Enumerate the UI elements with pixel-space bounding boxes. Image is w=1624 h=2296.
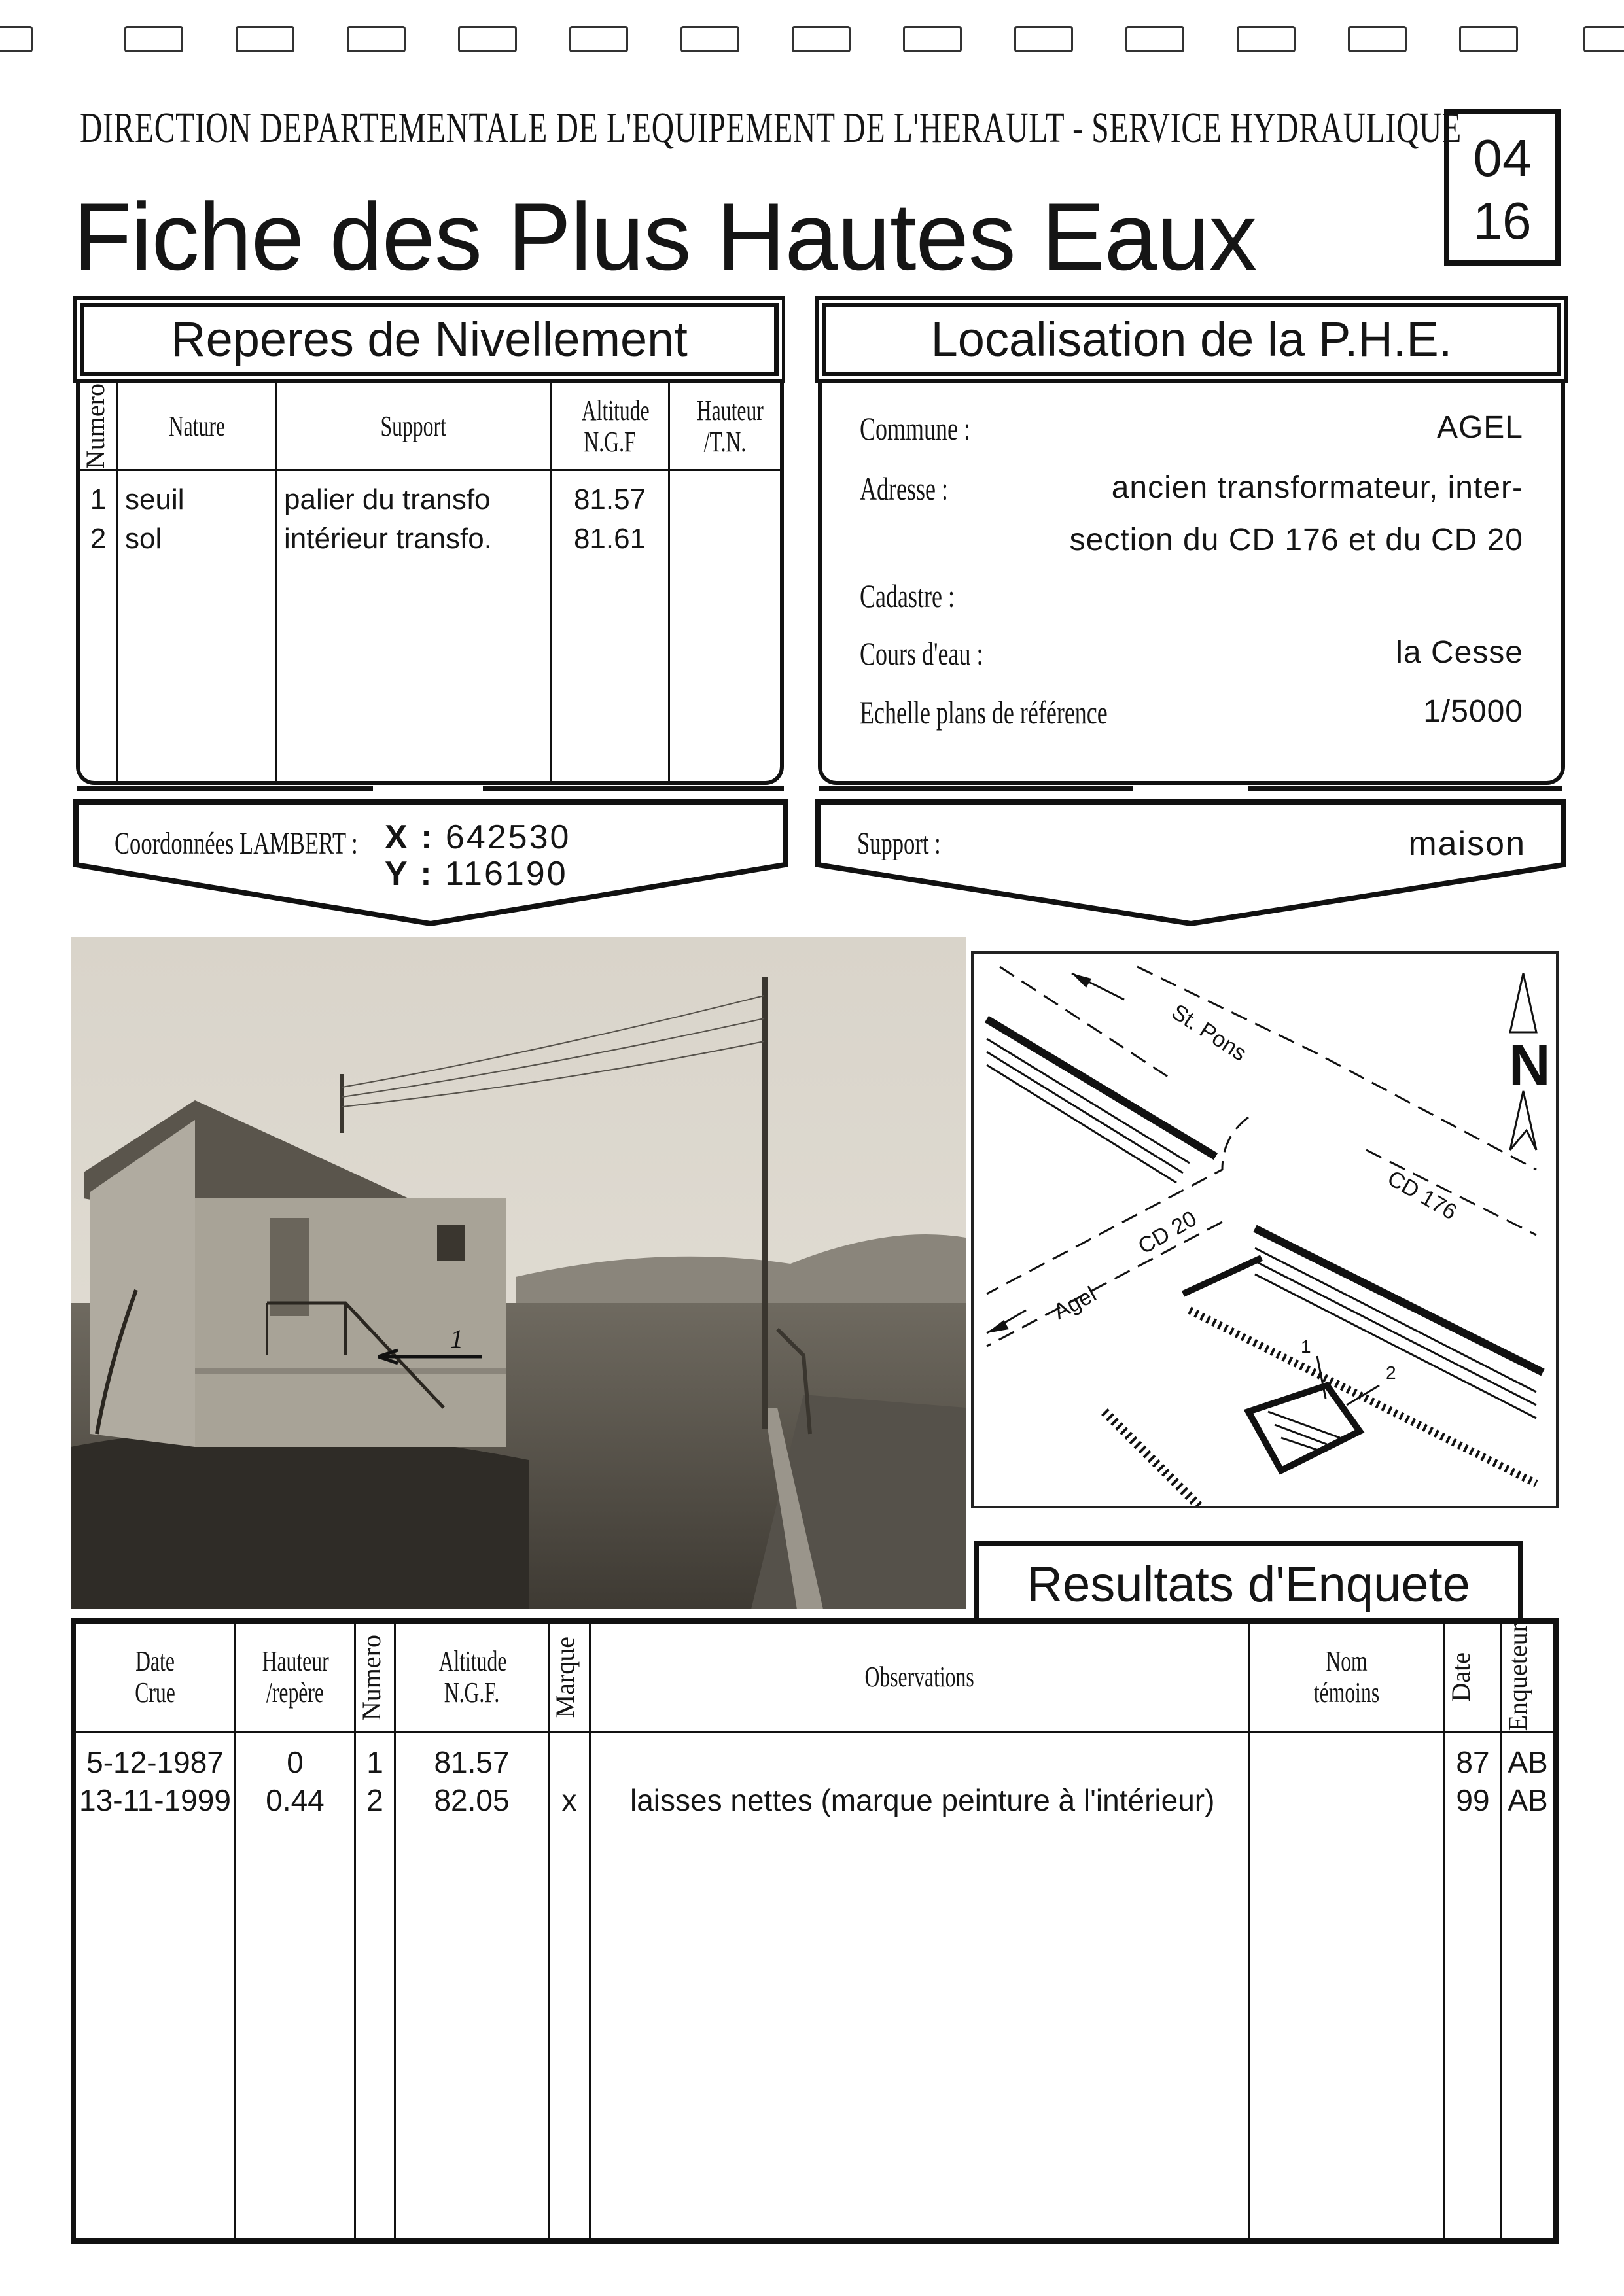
- res-altitude: 81.57: [434, 1745, 510, 1780]
- lambert-x-label: X :: [385, 818, 434, 856]
- cours-label: Cours d'eau :: [860, 635, 983, 672]
- res-marque: x: [561, 1783, 577, 1818]
- binder-hole: [1348, 26, 1407, 52]
- res-numero: 1: [366, 1745, 383, 1780]
- repere-nature: sol: [125, 523, 162, 555]
- res-date: 87: [1456, 1745, 1490, 1780]
- photo-marker: 1: [450, 1324, 463, 1353]
- sheet-code: [1444, 109, 1561, 266]
- col-observations: Observations: [864, 1661, 974, 1694]
- localisation-panel: [818, 383, 1565, 785]
- repere-numero: 1: [90, 483, 107, 516]
- lambert-y-label: Y :: [385, 855, 434, 893]
- binder-hole: [569, 26, 628, 52]
- repere-support: intérieur transfo.: [284, 523, 492, 555]
- res-enqueteur: AB: [1508, 1745, 1548, 1780]
- lambert-x: 642530: [445, 818, 571, 856]
- loc-cours-row: [860, 635, 1523, 672]
- page-title: Fiche des Plus Hautes Eaux: [73, 183, 1257, 290]
- res-observations: laisses nettes (marque peinture à l'intérieur): [630, 1783, 1215, 1818]
- north-label: N: [1509, 1032, 1551, 1097]
- map-label-cd176: CD 176: [1383, 1166, 1461, 1225]
- adresse-line1: ancien transformateur, inter-: [1111, 470, 1523, 505]
- repere-numero: 2: [90, 523, 107, 555]
- echelle-label: Echelle plans de référence: [860, 694, 1108, 731]
- adresse-line2: section du CD 176 et du CD 20: [1069, 523, 1523, 557]
- binder-hole: [1459, 26, 1518, 52]
- res-date-crue: 13-11-1999: [79, 1783, 231, 1818]
- res-altitude: 82.05: [434, 1783, 510, 1818]
- binder-holes: [0, 26, 1624, 59]
- res-date-crue: 5-12-1987: [86, 1745, 224, 1780]
- map-point-1: 1: [1301, 1336, 1311, 1357]
- col-hauteur-repere: Hauteur /repère: [262, 1645, 329, 1709]
- cadastre-label: Cadastre :: [860, 578, 955, 614]
- binder-hole: [1237, 26, 1296, 52]
- binder-hole: [0, 26, 33, 52]
- resultats-heading: Resultats d'Enquete: [974, 1541, 1523, 1622]
- res-marque: [550, 1743, 589, 1781]
- binder-hole: [124, 26, 183, 52]
- support-label-box: [857, 826, 973, 861]
- repere-nature: seuil: [125, 483, 185, 516]
- col-numero-res: Numero: [357, 1634, 386, 1720]
- commune-value: AGEL: [1436, 410, 1523, 445]
- map-drawing: [974, 954, 1556, 1506]
- cours-value: la Cesse: [1396, 635, 1523, 670]
- lambert-y: 116190: [444, 855, 568, 893]
- repere-altitude: 81.61: [573, 523, 646, 555]
- binder-hole: [347, 26, 406, 52]
- col-nature: Nature: [168, 409, 226, 442]
- col-altitude-res: Altitude N.G.F.: [438, 1645, 507, 1709]
- loc-echelle-row: [860, 693, 1523, 731]
- location-map: [971, 951, 1559, 1508]
- binder-hole: [1014, 26, 1073, 52]
- photo-scene: [71, 937, 966, 1609]
- binder-hole: [680, 26, 739, 52]
- map-label-agel: Agel: [1049, 1281, 1101, 1325]
- resultats-table: [76, 1624, 1553, 2238]
- map-label-cd20: CD 20: [1134, 1206, 1201, 1259]
- sheet-code-bottom: 16: [1473, 192, 1532, 250]
- localisation-heading: Localisation de la P.H.E.: [822, 303, 1561, 376]
- loc-commune-row: [860, 409, 1523, 447]
- res-observations: [630, 1743, 1248, 1781]
- adresse-label: Adresse :: [860, 470, 948, 507]
- col-nom-temoins: Nom témoins: [1313, 1645, 1380, 1709]
- res-nom: [1250, 1743, 1443, 1781]
- reperes-table: [80, 383, 780, 781]
- map-label-st-pons: St. Pons: [1167, 999, 1252, 1066]
- res-numero: 2: [366, 1783, 383, 1818]
- resultats-panel: [71, 1618, 1559, 2244]
- binder-hole: [792, 26, 851, 52]
- col-date-crue: Date Crue: [135, 1645, 175, 1709]
- support-label: Support :: [857, 826, 941, 861]
- commune-label: Commune :: [860, 410, 970, 447]
- binder-hole: [1125, 26, 1184, 52]
- repere-support: palier du transfo: [284, 483, 491, 516]
- sheet-code-top: 04: [1473, 129, 1532, 187]
- reperes-heading: Reperes de Nivellement: [80, 303, 779, 376]
- site-photo: [71, 937, 966, 1609]
- lambert-coords: [385, 819, 571, 892]
- repere-altitude: 81.57: [573, 483, 646, 516]
- echelle-value: 1/5000: [1423, 694, 1523, 729]
- col-support: Support: [380, 409, 447, 442]
- loc-adresse-row: [860, 470, 1523, 508]
- binder-hole: [458, 26, 517, 52]
- support-value: maison: [1408, 825, 1526, 863]
- col-altitude: Altitude N.G.F: [581, 394, 650, 458]
- col-marque: Marque: [550, 1636, 580, 1718]
- col-numero: Numero: [80, 383, 110, 470]
- binder-hole: [236, 26, 294, 52]
- lambert-label: Coordonnées LAMBERT :: [115, 826, 358, 861]
- col-hauteur: Hauteur /T.N.: [696, 394, 764, 458]
- department-header: DIRECTION DEPARTEMENTALE DE L'EQUIPEMENT DE L'HERAULT - SERVICE HYDRAULIQUE: [80, 104, 1462, 152]
- col-enqueteur: Enqueteur: [1503, 1624, 1532, 1731]
- reperes-panel: [76, 383, 784, 785]
- res-date: 99: [1456, 1783, 1490, 1818]
- loc-cadastre-row: [860, 577, 1523, 615]
- res-hauteur: 0: [287, 1745, 304, 1780]
- res-enqueteur: AB: [1508, 1783, 1548, 1818]
- map-point-2: 2: [1386, 1363, 1396, 1383]
- res-hauteur: 0.44: [266, 1783, 325, 1818]
- north-arrow-icon: [1510, 973, 1536, 1032]
- binder-hole: [1583, 26, 1624, 52]
- col-date: Date: [1446, 1652, 1475, 1702]
- binder-hole: [903, 26, 962, 52]
